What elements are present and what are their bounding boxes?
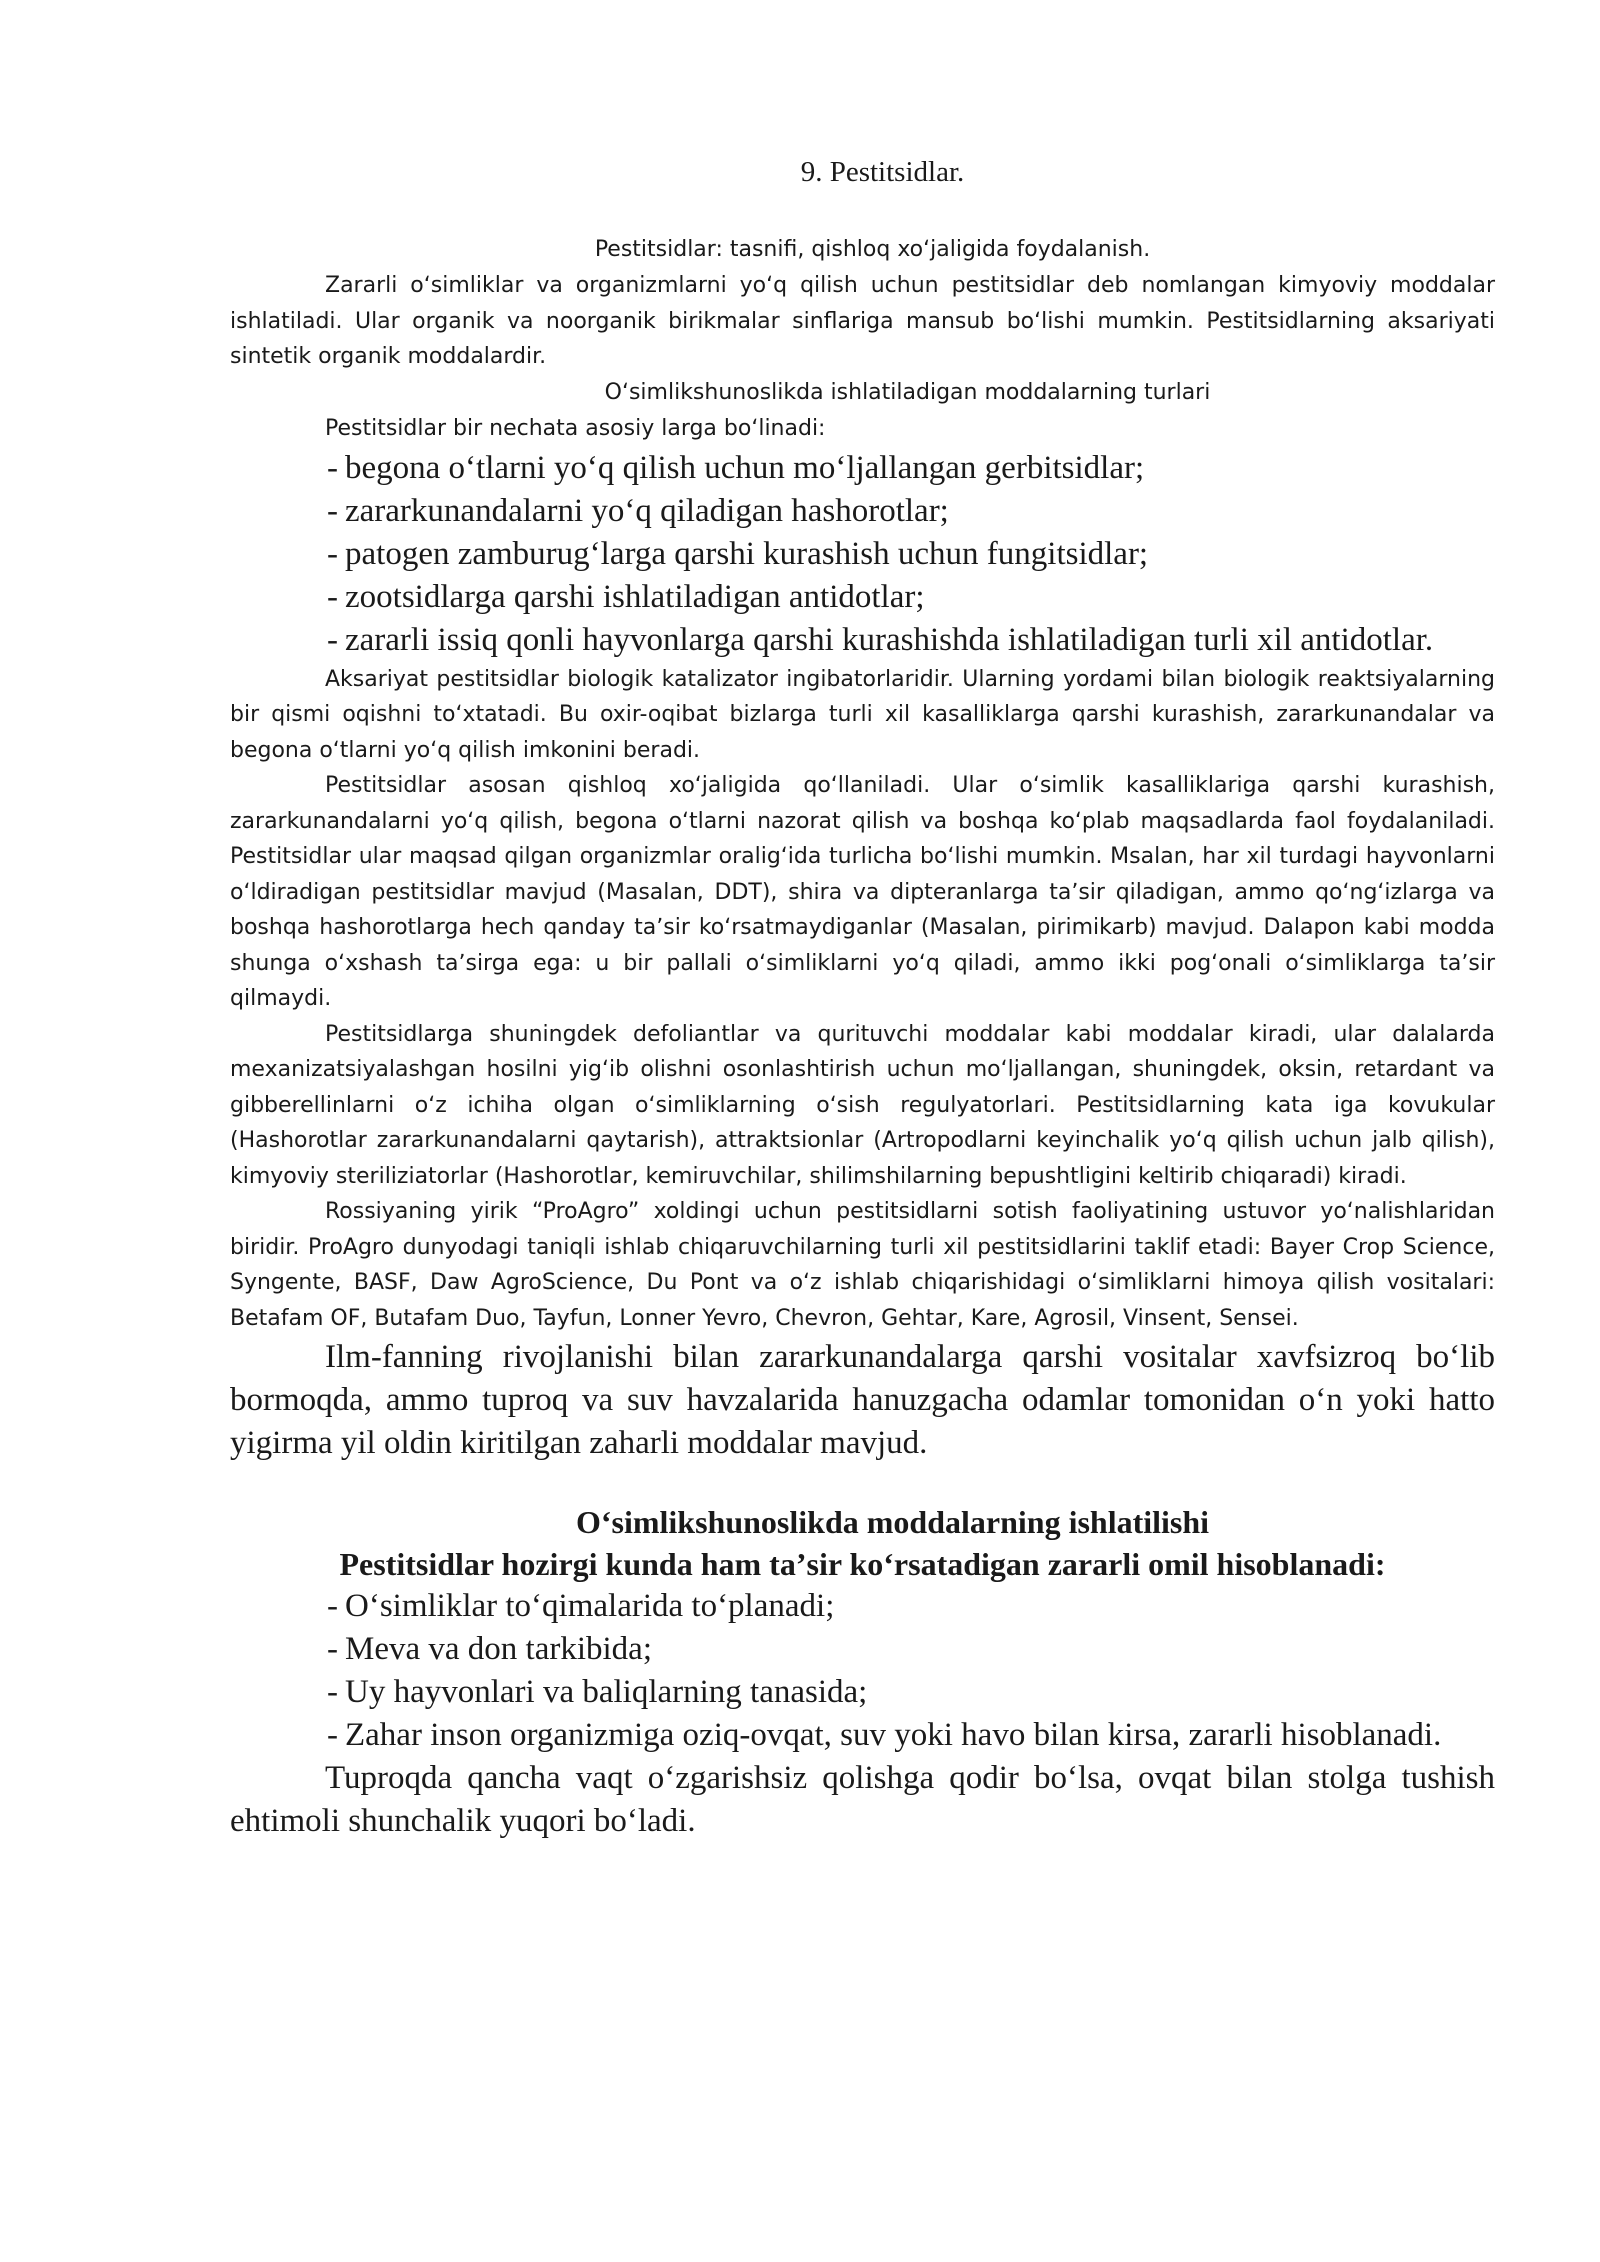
list-item-text: patogen zamburugʻlarga qarshi kurashish uchun fungitsidlar; xyxy=(345,535,1149,572)
dash-marker: - xyxy=(327,449,338,486)
list-item xyxy=(327,533,1495,576)
list-item-text: Meva va don tarkibida; xyxy=(345,1631,652,1667)
list-item xyxy=(327,619,1495,662)
section-subtitle: Pestitsidlar: tasnifi, qishloq xoʻjaligida foydalanish. xyxy=(594,237,1151,262)
dash-marker: - xyxy=(327,1717,338,1753)
spacer xyxy=(230,1465,1495,1501)
types-heading: Oʻsimlikshunoslikda ishlatiladigan moddalarning turlari xyxy=(604,379,1211,405)
list-item-text: Zahar inson organizmiga oziq-ovqat, suv yoki havo bilan kirsa, zararli hisoblanadi. xyxy=(345,1717,1442,1753)
list-item xyxy=(327,1714,1495,1757)
dash-marker: - xyxy=(327,1631,338,1667)
intro-paragraph: Zararli oʻsimliklar va organizmlarni yoʻq qilish uchun pestitsidlar deb nomlangan kimyoviy moddalar ishlatiladi. Ular organik va noorganik birikmalar sinflariga mansub boʻlishi mumkin. Pestitsidlarning aksariyati sintetik organik moddalardir. xyxy=(230,273,1495,369)
dash-marker: - xyxy=(327,1588,338,1624)
list-item xyxy=(327,1671,1495,1714)
dash-marker: - xyxy=(327,535,338,572)
list-item xyxy=(327,490,1495,533)
large-paragraph: Ilm-fanning rivojlanishi bilan zararkunandalarga qarshi vositalar xavfsizroq boʻlib bormoqda, ammo tuproq va suv havzalarida hanuzgacha odamlar tomonidan oʻn yoki hatto yigirma yil oldin kiritilgan zaharli moddalar mavjud. xyxy=(230,1339,1495,1461)
list-item xyxy=(327,447,1495,490)
body-paragraph: Pestitsidlar asosan qishloq xoʻjaligida qoʻllaniladi. Ular oʻsimlik kasalliklariga qarshi kurashish, zararkunandalarni yoʻq qilish, begona oʻtlarni nazorat qilish va boshqa koʻplab maqsadlarda faol foydalaniladi. Pestitsidlar ular maqsad qilgan organizmlar oraligʻida turlicha boʻlishi mumkin. Msalan, har xil turdagi hayvonlarni oʻldiradigan pestitsidlar mavjud (Masalan, DDT), shira va dipteranlarga taʼsir qiladigan, ammo qoʻngʻizlarga va boshqa hashorotlarga hech qanday taʼsir koʻrsatmaydiganlar (Masalan, pirimikarb) mavjud. Dalapon kabi modda shunga oʻxshash taʼsirga ega: u bir pallali oʻsimliklarni yoʻq qiladi, ammo ikki pogʻonali oʻsimliklarga taʼsir qilmaydi. xyxy=(230,773,1495,1011)
document-page xyxy=(230,150,1495,1843)
list-item-text: Uy hayvonlari va baliqlarning tanasida; xyxy=(345,1674,868,1710)
list-item xyxy=(327,1585,1495,1628)
list-item xyxy=(327,576,1495,619)
bold-subheading: Pestitsidlar hozirgi kunda ham taʼsir koʻrsatadigan zararli omil hisoblanadi: xyxy=(339,1546,1386,1582)
list-item-text: begona oʻtlarni yoʻq qilish uchun moʻljallangan gerbitsidlar; xyxy=(345,449,1145,486)
dash-marker: - xyxy=(327,1674,338,1710)
dash-marker: - xyxy=(327,621,338,658)
final-paragraph: Tuproqda qancha vaqt oʻzgarishsiz qolishga qodir boʻlsa, ovqat bilan stolga tushish ehtimoli shunchalik yuqori boʻladi. xyxy=(230,1760,1495,1839)
list-item-text: Oʻsimliklar toʻqimalarida toʻplanadi; xyxy=(345,1588,835,1624)
list-item-text: zootsidlarga qarshi ishlatiladigan antidotlar; xyxy=(345,578,925,615)
bold-heading: Oʻsimlikshunoslikda moddalarning ishlatilishi xyxy=(575,1504,1210,1540)
dash-marker: - xyxy=(327,492,338,529)
body-paragraph: Pestitsidlarga shuningdek defoliantlar va qurituvchi moddalar kabi moddalar kiradi, ular dalalarda mexanizatsiyalashgan hosilni yigʻib olishni osonlashtirish uchun moʻljallangan, shuningdek, oksin, retardant va gibberellinlarni oʻz ichiha olgan oʻsimliklarning oʻsish regulyatorlari. Pestitsidlarning kata iga kovukular (Hashorotlar zararkunandalarni qaytarish), attraktsionlar (Artropodlarni keyinchalik yoʻq qilish uchun jalb qilish), kimyoviy steriliziatorlar (Hashorotlar, kemiruvchilar, shilimshilarning bepushtligini keltirib chiqaradi) kiradi. xyxy=(230,1021,1495,1189)
list-item xyxy=(327,1628,1495,1671)
dash-marker: - xyxy=(327,578,338,615)
body-paragraph: Rossiyaning yirik “ProAgro” xoldingi uchun pestitsidlarni sotish faoliyatining ustuvor yoʻnalishlaridan biridir. ProAgro dunyodagi taniqli ishlab chiqaruvchilarning turli xil pestitsidlarini taklif etadi: Bayer Crop Science, Syngente, BASF, Daw AgroScience, Du Pont va oʻz ishlab chiqarishidagi oʻsimliklarni himoya qilish vositalari: Betafam OF, Butafam Duo, Tayfun, Lonner Yevro, Chevron, Gehtar, Kare, Agrosil, Vinsent, Sensei. xyxy=(230,1199,1495,1331)
list-item-text: zararli issiq qonli hayvonlarga qarshi kurashishda ishlatiladigan turli xil antidotlar. xyxy=(345,621,1434,658)
types-list xyxy=(230,447,1495,662)
list-item-text: zararkunandalarni yoʻq qiladigan hashorotlar; xyxy=(345,492,949,529)
effects-list xyxy=(230,1585,1495,1757)
page-title: 9. Pestitsidlar. xyxy=(800,156,965,188)
body-paragraph: Aksariyat pestitsidlar biologik katalizator ingibatorlaridir. Ularning yordami bilan biologik reaktsiyalarning bir qismi oqishni toʻxtatadi. Bu oxir-oqibat bizlarga turli xil kasalliklarga qarshi kurashish, zararkunandalar va begona oʻtlarni yoʻq qilish imkonini beradi. xyxy=(230,666,1495,763)
list-intro: Pestitsidlar bir nechata asosiy larga boʻlinadi: xyxy=(325,415,826,441)
